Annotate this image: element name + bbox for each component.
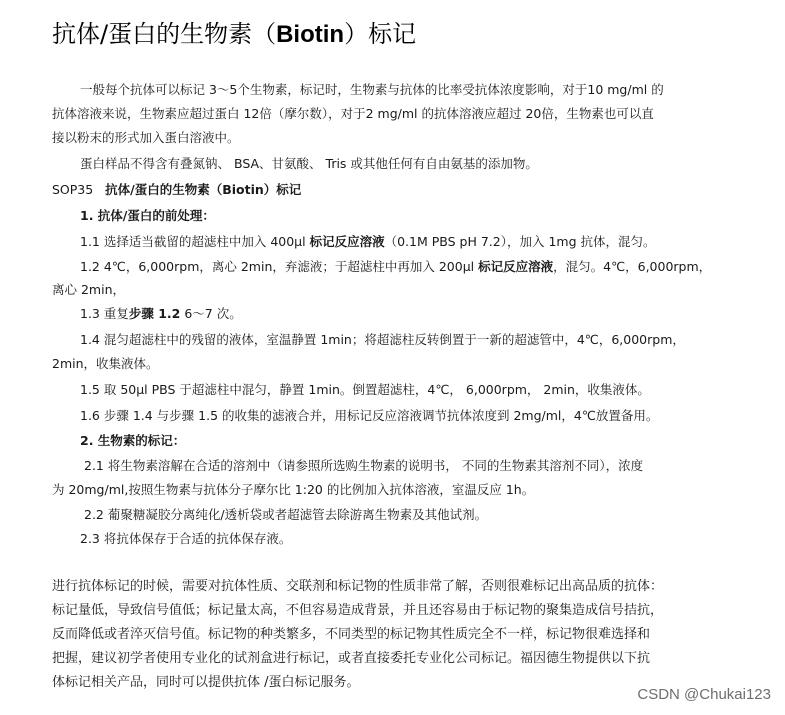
sop-heading: SOP35 抗体/蛋白的生物素（Biotin）标记 xyxy=(52,182,302,197)
step-2-1: 2.1 将生物素溶解在合适的溶剂中（请参照所选购生物素的说明书， 不同的生物素其溶剂不同），浓度 xyxy=(84,458,644,473)
footer-line-4: 把握，建议初学者使用专业化的试剂盒进行标记，或者直接委托专业化公司标记。福因德生物提供以下抗 xyxy=(52,651,651,666)
step-1-4-cont: 2min，收集液体。 xyxy=(52,356,159,371)
intro-line-1: 一般每个抗体可以标记 3～5个生物素，标记时，生物素与抗体的比率受抗体浓度影响，对于10 mg/ml 的 xyxy=(80,82,664,97)
step-2-3: 2.3 将抗体保存于合适的抗体保存液。 xyxy=(80,531,292,546)
step-2-1-cont: 为 20mg/ml,按照生物素与抗体分子摩尔比 1:20 的比例加入抗体溶液，室温反应 1h。 xyxy=(52,482,535,497)
step-1-2-cont: 离心 2min， xyxy=(52,282,125,297)
page-title: 抗体/蛋白的生物素（Biotin）标记 xyxy=(52,20,417,48)
watermark: CSDN @Chukai123 xyxy=(637,686,771,703)
footer-line-2: 标记量低，导致信号值低；标记量太高，不但容易造成背景，并且还容易由于标记物的聚集造成信号拮抗， xyxy=(52,603,664,618)
intro-line-3: 接以粉末的形式加入蛋白溶液中。 xyxy=(52,130,240,145)
footer-line-5: 体标记相关产品，同时可以提供抗体 /蛋白标记服务。 xyxy=(52,675,360,690)
section-2-heading: 2. 生物素的标记： xyxy=(80,433,186,448)
footer-line-3: 反而降低或者淬灭信号值。标记物的种类繁多，不同类型的标记物其性质完全不一样，标记物很难选择和 xyxy=(52,627,651,642)
step-1-5: 1.5 取 50µl PBS 于超滤柱中混匀，静置 1min。倒置超滤柱，4℃， 6,000rpm， 2min，收集液体。 xyxy=(80,382,650,397)
step-1-2: 1.2 4℃，6,000rpm，离心 2min，弃滤液；于超滤柱中再加入 200µl 标记反应溶液，混匀。4℃，6,000rpm， xyxy=(80,259,712,274)
footer-line-1: 进行抗体标记的时候，需要对抗体性质、交联剂和标记物的性质非常了解，否则很难标记出高品质的抗体： xyxy=(52,579,664,594)
section-1-heading: 1. 抗体/蛋白的前处理： xyxy=(80,208,215,223)
step-1-4: 1.4 混匀超滤柱中的残留的液体，室温静置 1min；将超滤柱反转倒置于一新的超滤管中，4℃，6,000rpm， xyxy=(80,332,685,347)
intro-line-2: 抗体溶液来说，生物素应超过蛋白 12倍（摩尔数），对于2 mg/ml 的抗体溶液应超过 20倍，生物素也可以直 xyxy=(52,106,654,121)
step-1-6: 1.6 步骤 1.4 与步骤 1.5 的收集的滤液合并，用标记反应溶液调节抗体浓度到 2mg/ml，4℃放置备用。 xyxy=(80,408,659,423)
step-2-2: 2.2 葡聚糖凝胶分离纯化/透析袋或者超滤管去除游离生物素及其他试剂。 xyxy=(84,507,488,522)
intro-paragraph-2: 蛋白样品不得含有叠氮钠、 BSA、甘氨酸、 Tris 或其他任何有自由氨基的添加物。 xyxy=(80,156,538,171)
step-1-1: 1.1 选择适当截留的超滤柱中加入 400µl 标记反应溶液（0.1M PBS pH 7.2），加入 1mg 抗体，混匀。 xyxy=(80,234,656,249)
step-1-3: 1.3 重复步骤 1.2 6～7 次。 xyxy=(80,306,242,321)
